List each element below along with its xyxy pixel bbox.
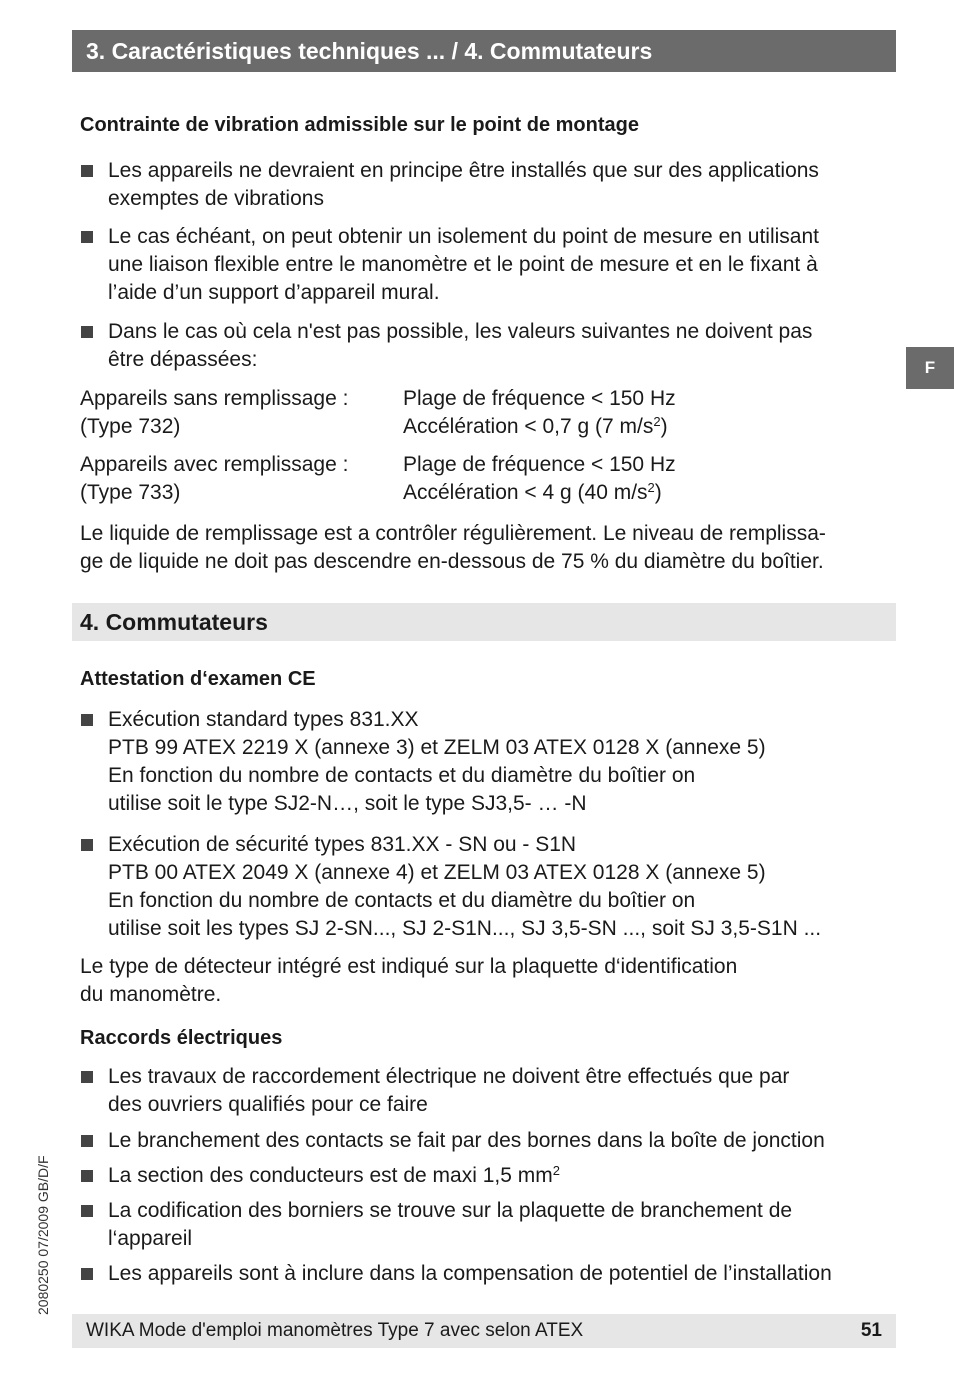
bullet-square-icon xyxy=(81,714,93,726)
bullet-square-icon xyxy=(81,326,93,338)
list-item: La codification des borniers se trouve sur la plaquette de branchement de l‘appareil xyxy=(80,1197,900,1253)
list-item: Dans le cas où cela n'est pas possible, les valeurs suivantes ne doivent pas être dépassées: xyxy=(80,318,900,374)
list-item: Le cas échéant, on peut obtenir un isolement du point de mesure en utilisant une liaison flexible entre le manomètre et le point de mesure et en le fixant à l’aide d’un support d’appareil mural. xyxy=(80,223,900,307)
bullet-square-icon xyxy=(81,1071,93,1083)
list-item: Les appareils ne devraient en principe être installés que sur des applications exemptes de vibrations xyxy=(80,157,900,213)
detector-note: Le type de détecteur intégré est indiqué sur la plaquette d‘identification du manomètre. xyxy=(80,955,738,1006)
electrical-bullets xyxy=(80,1063,900,1288)
exam-heading: Attestation d‘examen CE xyxy=(80,668,316,690)
section-header xyxy=(72,30,896,72)
language-tab-f[interactable]: F xyxy=(906,347,954,389)
list-item: Les travaux de raccordement électrique ne doivent être effectués que par des ouvriers qualifiés pour ce faire xyxy=(80,1063,900,1119)
bullet-square-icon xyxy=(81,1205,93,1217)
section-4-title: 4. Commutateurs xyxy=(80,609,268,635)
vibration-bullets xyxy=(80,157,900,374)
list-item: Le branchement des contacts se fait par des bornes dans la boîte de jonction xyxy=(80,1127,900,1155)
footer-text: WIKA Mode d'emploi manomètres Type 7 avec selon ATEX xyxy=(86,1320,584,1341)
page-number: 51 xyxy=(860,1320,882,1341)
exam-bullets xyxy=(80,706,900,943)
vibration-heading: Contrainte de vibration admissible sur le point de montage xyxy=(80,114,639,136)
list-item: Exécution standard types 831.XX PTB 99 ATEX 2219 X (annexe 3) et ZELM 03 ATEX 0128 X (annexe 5) En fonction du nombre de contacts et du diamètre du boîtier on utilise soit le type SJ2-N…, soit le type SJ3,5- … -N xyxy=(80,706,900,818)
electrical-heading: Raccords électriques xyxy=(80,1027,283,1049)
bullet-square-icon xyxy=(81,165,93,177)
page-footer xyxy=(72,1314,896,1348)
section-4-header xyxy=(72,603,896,641)
bullet-square-icon xyxy=(81,1170,93,1182)
list-item: Exécution de sécurité types 831.XX - SN ou - S1N PTB 00 ATEX 2049 X (annexe 4) et ZELM 03 ATEX 0128 X (annexe 5) En fonction du nombre de contacts et du diamètre du boîtier on utilise soit les types SJ 2-SN..., SJ 2-S1N..., SJ 3,5-SN ..., soit SJ 3,5-S1N ... xyxy=(80,831,900,943)
bullet-square-icon xyxy=(81,231,93,243)
list-item: Les appareils sont à inclure dans la compensation de potentiel de l’installation xyxy=(80,1260,900,1288)
bullet-square-icon xyxy=(81,1135,93,1147)
list-item: La section des conducteurs est de maxi 1,5 $mm^2$ xyxy=(80,1162,900,1190)
bullet-square-icon xyxy=(81,839,93,851)
section-header-title: 3. Caractéristiques techniques ... / 4. Commutateurs xyxy=(86,38,653,64)
filling-note: Le liquide de remplissage est a contrôler régulièrement. Le niveau de remplissa- ge de liquide ne doit pas descendre en-dessous de 75 % du diamètre du boîtier. xyxy=(80,522,826,573)
document-code: 2080250 07/2009 GB/D/F xyxy=(35,1155,51,1315)
bullet-square-icon xyxy=(81,1268,93,1280)
